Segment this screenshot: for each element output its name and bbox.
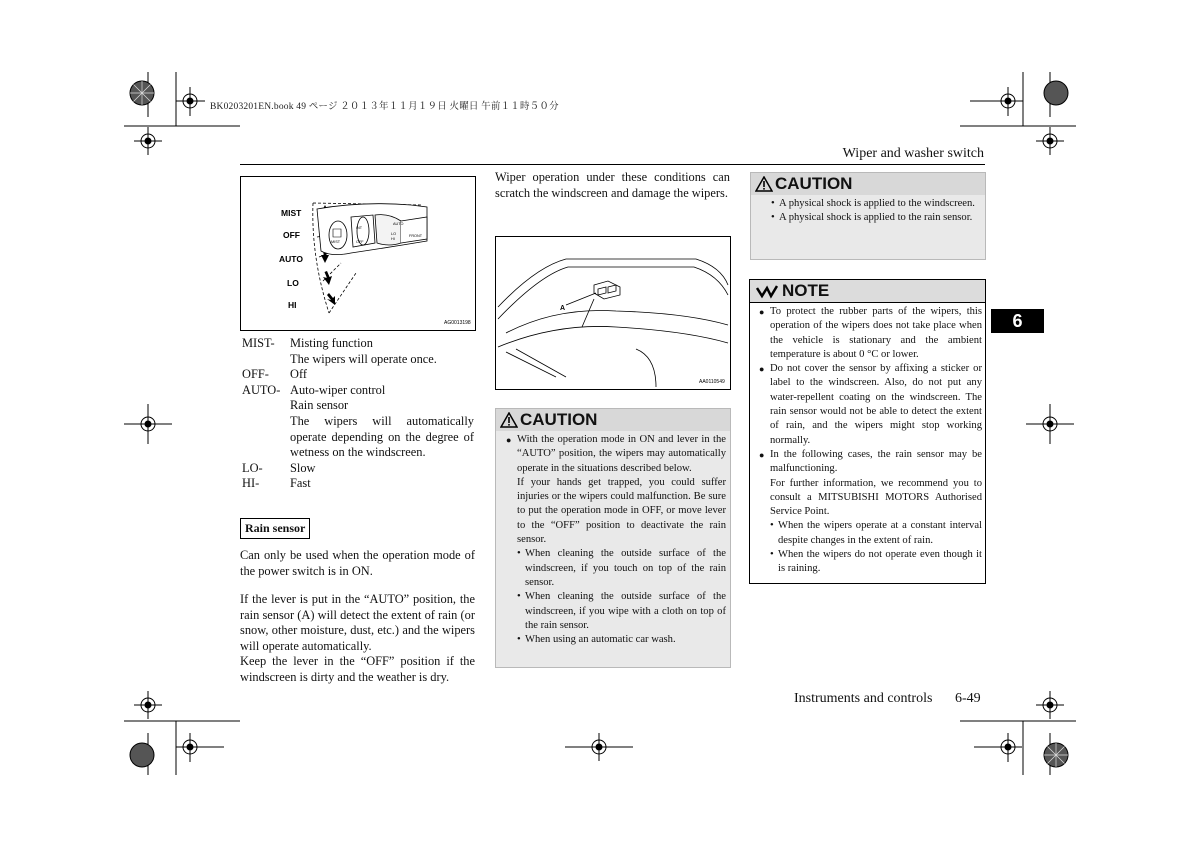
section-title: Wiper and washer switch <box>842 146 984 161</box>
wiper-lever-illustration <box>241 177 475 330</box>
legend-value-lo: Slow <box>290 460 316 475</box>
print-header: BK0203201EN.book 49 ページ ２０１３年１１月１９日 火曜日 午前１１時５０分 <box>210 102 559 112</box>
note-title: NOTE <box>782 281 830 300</box>
legend-key-auto: AUTO- <box>242 382 281 397</box>
windscreen-illustration <box>496 237 730 389</box>
paragraph-power-switch: Can only be used when the operation mode of the power switch is in ON. <box>240 548 475 578</box>
fig-mini-off: OFF <box>356 240 364 244</box>
caution-item: • When using an automatic car wash. <box>517 633 726 647</box>
wiper-lever-figure <box>240 176 476 331</box>
fig-label-hi: HI <box>288 300 297 310</box>
figure1-code: AG0013198 <box>444 320 471 326</box>
page-number: 6-49 <box>955 691 981 706</box>
fig-mini-hi: HI <box>391 237 395 241</box>
legend-key-mist: MIST- <box>242 336 275 350</box>
legend-value-auto-3: The wipers will automatically operate depending on the degree of wetness on the windscreen. <box>290 414 474 460</box>
note-bullet: ● To protect the rubber parts of the wipers, this operation of the wipers does not take place when the vehicle is stationary and the ambient temperature is about 0 °C or lower. <box>759 305 982 362</box>
caution-title: CAUTION <box>775 174 853 193</box>
fig-label-auto: AUTO <box>279 254 303 264</box>
fig-mini-mist: MIST <box>331 240 341 244</box>
fig-mini-front: FRONT <box>409 234 423 238</box>
note-box <box>749 279 986 584</box>
legend-value-hi: Fast <box>290 476 311 491</box>
caution-sub: If your hands get trapped, you could suffer injuries or the wipers could malfunction. Be sure to put the operation mode in OFF, or move lever to the “OFF” position to deactivate the rain sensor. <box>517 476 726 546</box>
caution-header <box>751 173 985 195</box>
paragraph-wiper-damage: Wiper operation under these conditions can scratch the windscreen and damage the wipers. <box>495 170 730 200</box>
legend-value-off: Off <box>290 367 307 382</box>
paragraph-off-position: Keep the lever in the “OFF” position if the windscreen is dirty and the weather is dry. <box>240 654 475 684</box>
checkmark-note-icon <box>756 283 778 299</box>
fig-label-lo: LO <box>287 278 299 288</box>
fig-label-off: OFF <box>283 230 300 240</box>
header-rule <box>240 164 985 165</box>
legend-value-mist-1: Misting function <box>290 336 373 350</box>
paragraph-auto-position: If the lever is put in the “AUTO” position, the rain sensor (A) will detect the extent of rain (or snow, other moisture, dust, etc.) and the wipers will operate automatically. <box>240 592 475 653</box>
fig2-label-a: A <box>560 305 566 312</box>
fig-mini-int: INT <box>356 226 363 230</box>
caution-bullet: ● With the operation mode in ON and lever in the “AUTO” position, the wipers may automatically operate in the situations described below. <box>506 433 726 476</box>
caution-box-shock <box>750 172 986 260</box>
chapter-tab[interactable]: 6 <box>991 309 1044 333</box>
legend-value-auto-1: Auto-wiper control <box>290 382 386 397</box>
legend-value-auto-2: Rain sensor <box>290 398 349 413</box>
caution-item: • A physical shock is applied to the rain sensor. <box>771 211 981 225</box>
fig-mini-lo: LO <box>391 232 397 236</box>
rain-sensor-figure <box>495 236 731 390</box>
caution-title: CAUTION <box>520 410 598 429</box>
legend-key-off: OFF- <box>242 367 269 382</box>
note-bullet: ● In the following cases, the rain sensor may be malfunctioning. <box>759 448 982 477</box>
warning-triangle-icon <box>500 412 518 428</box>
rain-sensor-label: Rain sensor <box>240 518 310 539</box>
switch-legend <box>242 336 474 496</box>
note-bullet: ● Do not cover the sensor by affixing a sticker or label to the windscreen. Also, do not put any water-repellent coating on the windscreen. The rain sensor would not be able to detect the extent of rain, and the wipers might stop working normally. <box>759 362 982 448</box>
legend-key-lo: LO- <box>242 460 263 475</box>
fig-mini-auto: AUTO <box>393 222 404 226</box>
caution-item: • When cleaning the outside surface of the windscreen, if you wipe with a cloth on top of the rain sensor. <box>517 590 726 633</box>
fig-label-mist: MIST <box>281 208 302 218</box>
caution-item: • A physical shock is applied to the windscreen. <box>771 197 981 211</box>
caution-box-auto <box>495 408 731 668</box>
note-item: • When the wipers do not operate even though it is raining. <box>770 548 982 577</box>
footer-section: Instruments and controls <box>794 691 933 706</box>
note-item: • When the wipers operate at a constant interval despite changes in the extent of rain. <box>770 519 982 548</box>
legend-key-hi: HI- <box>242 476 260 491</box>
warning-triangle-icon <box>755 176 773 192</box>
note-sub: For further information, we recommend you to consult a MITSUBISHI MOTORS Authorised Service Point. <box>770 477 982 518</box>
figure2-code: AA0110549 <box>699 379 725 385</box>
caution-header <box>496 409 730 431</box>
note-header <box>750 280 985 303</box>
caution-item: • When cleaning the outside surface of the windscreen, if you touch on top of the rain sensor. <box>517 547 726 590</box>
legend-value-mist-2: The wipers will operate once. <box>290 351 437 366</box>
